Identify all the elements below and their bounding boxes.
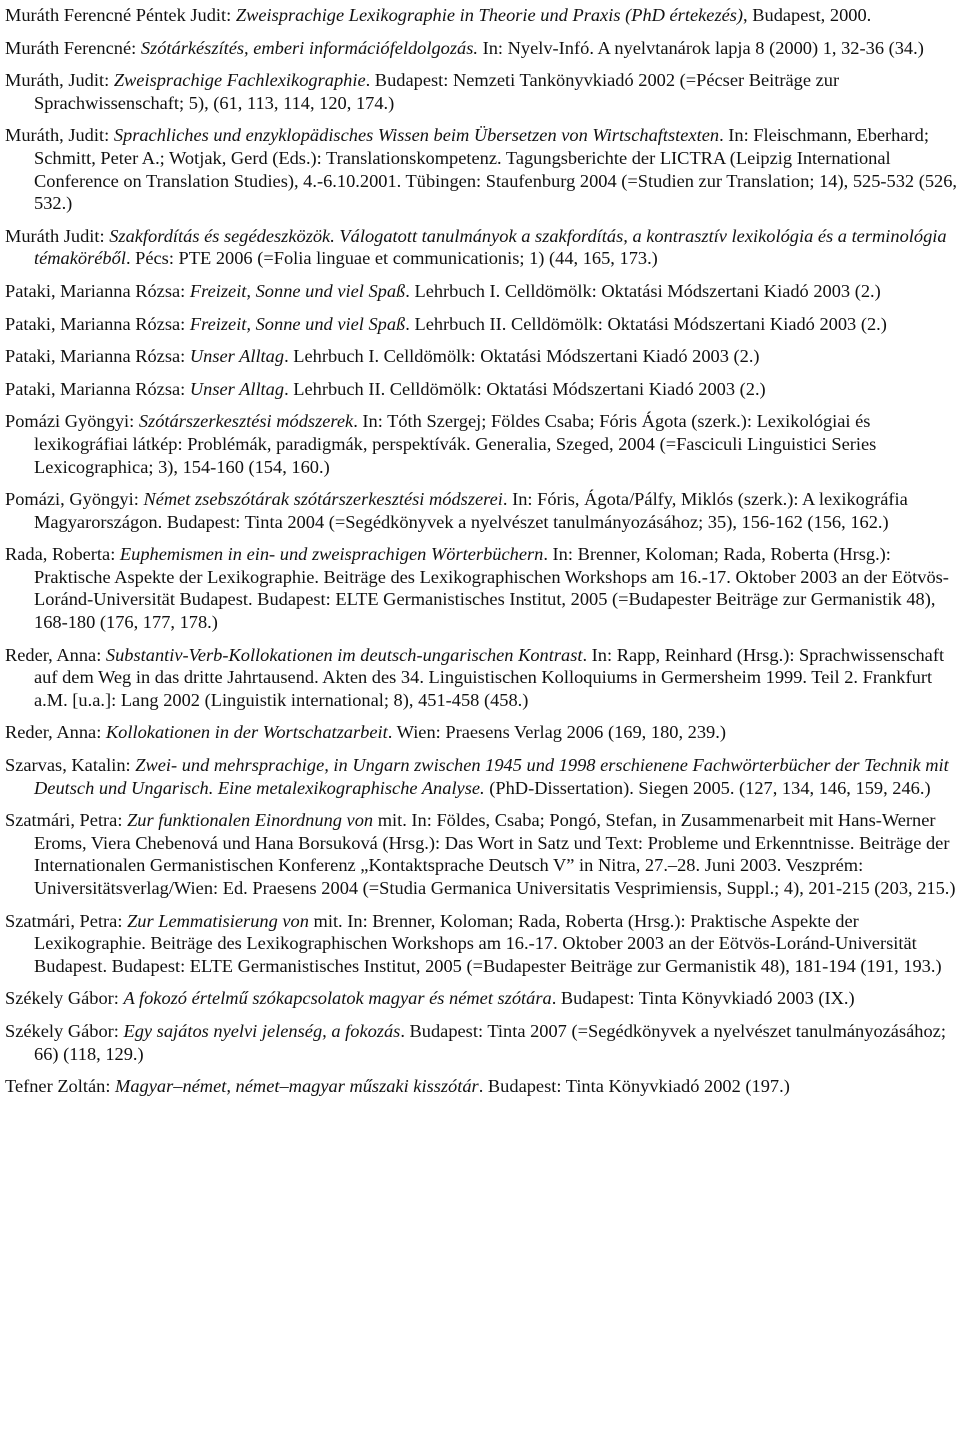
entry-title: Zweisprachige Fachlexikographie (113, 70, 366, 91)
entry-title: Szótárszerkesztési módszerek (138, 411, 354, 432)
bibliography-entry (5, 69, 957, 114)
entry-author: Pataki, Marianna Rózsa: (5, 378, 190, 399)
entry-title: Zwei- und mehrsprachige, in Ungarn zwischen 1945 und 1998 erschienene Fachwörterbücher der Technik mit Deutsch und Ungarisch. Eine metalexikographische Analyse. (34, 755, 949, 798)
entry-details: . Lehrbuch II. Celldömölk: Oktatási Módszertani Kiadó 2003 (2.) (284, 378, 766, 399)
entry-title: Egy sajátos nyelvi jelenség, a fokozás (123, 1020, 401, 1041)
bibliography-entry (5, 1020, 957, 1065)
bibliography-entry (5, 910, 957, 978)
entry-details: . Pécs: PTE 2006 (=Folia linguae et communicationis; 1) (44, 165, 173.) (125, 248, 658, 269)
entry-title: Sprachliches und enzyklopädisches Wissen beim Übersetzen von Wirtschaftstexten (113, 125, 720, 146)
bibliography-entry (5, 378, 957, 401)
entry-details: . In: Brenner, Koloman; Rada, Roberta (Hrsg.): Praktische Aspekte der Lexikographie. Beiträge des Lexikographischen Workshops am 16.-17. Oktober 2003 an der Eötvös-Loránd-Universität Budapest. Budapest: ELTE Germanistisches Institut, 2005 (=Budapester Beiträge zur Germanistik 48), 168-180 (176, 177, 178.) (34, 544, 949, 633)
entry-author: Muráth Ferencné: (5, 37, 141, 58)
entry-details: . In: Tóth Szergej; Földes Csaba; Fóris Ágota (szerk.): Lexikológiai és lexikográfiai látkép: Problémák, paradigmák, perspektívák. Generalia, Szeged, 2004 (=Fasciculi Linguistici Series Lexicographica; 3), 154-160 (154, 160.) (34, 411, 877, 477)
bibliography-entry (5, 721, 957, 744)
bibliography-entry (5, 410, 957, 478)
entry-details: . Lehrbuch I. Celldömölk: Oktatási Módszertani Kiadó 2003 (2.) (284, 346, 760, 367)
entry-author: Muráth Judit: (5, 225, 110, 246)
entry-author: Reder, Anna: (5, 644, 106, 665)
entry-title: Zur funktionalen Einordnung von (127, 810, 374, 831)
entry-author: Rada, Roberta: (5, 544, 120, 565)
entry-title: Zur Lemmatisierung von (127, 910, 309, 931)
entry-author: Reder, Anna: (5, 722, 106, 743)
bibliography-entry (5, 225, 957, 270)
entry-details: . Wien: Praesens Verlag 2006 (169, 180, 239.) (387, 722, 726, 743)
entry-details: . In: Rapp, Reinhard (Hrsg.): Sprachwissenschaft auf dem Weg in das dritte Jahrtausend. Akten des 34. Linguistischen Kolloquiums in Germersheim 1999. Teil 2. Frankfurt a.M. [u.a.]: Lang 2002 (Linguistik international; 8), 451-458 (458.) (34, 644, 945, 710)
bibliography-entry (5, 37, 957, 60)
entry-details: . Lehrbuch II. Celldömölk: Oktatási Módszertani Kiadó 2003 (2.) (405, 313, 887, 334)
entry-author: Szarvas, Katalin: (5, 755, 136, 776)
entry-title: Kollokationen in der Wortschatzarbeit (105, 722, 388, 743)
bibliography-entry (5, 987, 957, 1010)
entry-details: mit. In: Földes, Csaba; Pongó, Stefan, in Zusammenarbeit mit Hans-Werner Eroms, Viera Chebenová und Hana Borsuková (Hrsg.): Das Wort in Satz und Text: Probleme und Erkenntnisse. Beiträge der Internationalen Germanistischen Konferenz „Kontaktsprache Deutsch V” in Nitra, 27.–28. Juni 2003. Veszprém: Universitätsverlag/Wien: Ed. Praesens 2004 (=Studia Germanica Universitatis Vesprimiensis, Suppl.; 4), 201-215 (203, 215.) (34, 810, 956, 898)
bibliography-entry (5, 809, 957, 899)
entry-author: Pataki, Marianna Rózsa: (5, 346, 190, 367)
entry-author: Muráth Ferencné Péntek Judit: (5, 5, 236, 25)
entry-details: . In: Fleischmann, Eberhard; Schmitt, Peter A.; Wotjak, Gerd (Eds.): Translationskompetenz. Tagungsberichte der LICTRA (Leipzig International Conference on Translation Studies), 4.-6.10.2001. Tübingen: Staufenburg 2004 (=Studien zur Translation; 14), 525-532 (526, 532.) (34, 125, 958, 214)
bibliography-entry (5, 4, 957, 27)
entry-author: Szatmári, Petra: (5, 910, 128, 931)
entry-details: . Budapest: Tinta Könyvkiadó 2002 (197.) (478, 1076, 790, 1097)
entry-details: (PhD-Dissertation). Siegen 2005. (127, 134, 146, 159, 246.) (484, 777, 931, 798)
entry-author: Pataki, Marianna Rózsa: (5, 313, 190, 334)
entry-details: , Budapest, 2000. (743, 5, 872, 25)
bibliography-entry (5, 1075, 957, 1098)
entry-details: . In: Fóris, Ágota/Pálfy, Miklós (szerk.): A lexikográfia Magyarországon. Budapest: Tinta 2004 (=Segédkönyvek a nyelvészet tanulmányozásához; 35), 156-162 (156, 162.) (34, 489, 908, 532)
entry-author: Szatmári, Petra: (5, 810, 128, 831)
bibliography-entry (5, 644, 957, 712)
bibliography-entry (5, 313, 957, 336)
entry-details: . Lehrbuch I. Celldömölk: Oktatási Módszertani Kiadó 2003 (2.) (405, 280, 881, 301)
bibliography-entry (5, 754, 957, 799)
entry-title: Unser Alltag (189, 378, 285, 399)
entry-details: . Budapest: Nemzeti Tankönyvkiadó 2002 (=Pécser Beiträge zur Sprachwissenschaft; 5), (61, 113, 114, 120, 174.) (34, 70, 840, 113)
entry-title: Freizeit, Sonne und viel Spaß (189, 280, 406, 301)
entry-author: Pomázi Gyöngyi: (5, 411, 139, 432)
bibliography-page (5, 4, 957, 1108)
entry-author: Székely Gábor: (5, 1020, 124, 1041)
bibliography-entry (5, 488, 957, 533)
bibliography-entry (5, 543, 957, 633)
entry-title: Unser Alltag (189, 346, 285, 367)
entry-title: Magyar–német, német–magyar műszaki kisszótár (115, 1076, 479, 1097)
entry-title: Freizeit, Sonne und viel Spaß (189, 313, 406, 334)
entry-details: . Budapest: Tinta 2007 (=Segédkönyvek a nyelvészet tanulmányozásához; 66) (118, 129.) (34, 1020, 946, 1064)
entry-details: mit. In: Brenner, Koloman; Rada, Roberta (Hrsg.): Praktische Aspekte der Lexikographie. Beiträge des Lexikographischen Workshops am 16.-17. Oktober 2003 an der Eötvös-Loránd-Universität Budapest. Budapest: ELTE Germanistisches Institut, 2005 (=Budapester Beiträge zur Germanistik 48), 181-194 (191, 193.) (34, 910, 942, 976)
entry-author: Pomázi, Gyöngyi: (5, 489, 144, 510)
entry-author: Pataki, Marianna Rózsa: (5, 280, 190, 301)
entry-title: Szótárkészítés, emberi információfeldolgozás. (140, 37, 478, 58)
bibliography-entry (5, 124, 957, 214)
entry-author: Muráth, Judit: (5, 70, 114, 91)
entry-title: Euphemismen in ein- und zweisprachigen Wörterbüchern (119, 544, 544, 565)
entry-author: Tefner Zoltán: (5, 1076, 116, 1097)
entry-title: Substantiv-Verb-Kollokationen im deutsch-ungarischen Kontrast (105, 644, 583, 665)
entry-title: Szakfordítás és segédeszközök. Válogatott tanulmányok a szakfordítás, a kontrasztív lexikológia és a terminológia témaköréből (34, 225, 947, 269)
entry-details: In: Nyelv-Infó. A nyelvtanárok lapja 8 (2000) 1, 32-36 (34.) (477, 37, 924, 58)
entry-author: Székely Gábor: (5, 988, 124, 1009)
bibliography-entry (5, 280, 957, 303)
entry-title: A fokozó értelmű szókapcsolatok magyar és német szótára (123, 988, 552, 1009)
entry-details: . Budapest: Tinta Könyvkiadó 2003 (IX.) (551, 988, 855, 1009)
entry-author: Muráth, Judit: (5, 125, 114, 146)
bibliography-entry (5, 345, 957, 368)
entry-title: Zweisprachige Lexikographie in Theorie und Praxis (PhD értekezés) (235, 5, 744, 25)
entry-title: Német zsebszótárak szótárszerkesztési módszerei (143, 489, 503, 510)
